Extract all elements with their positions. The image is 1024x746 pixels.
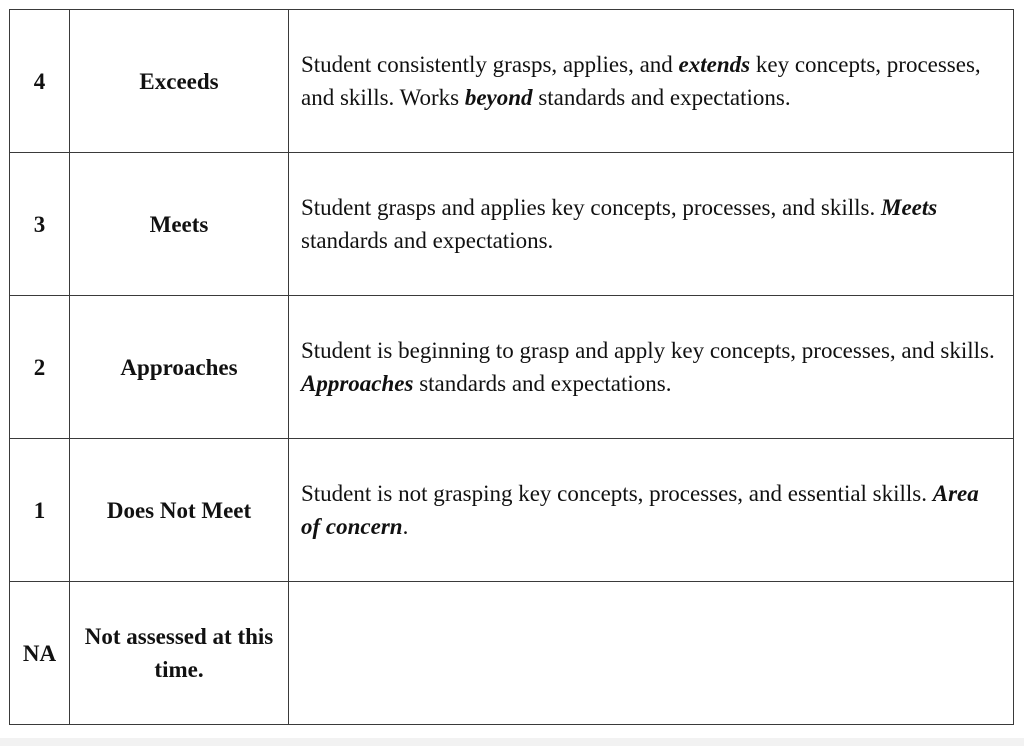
emphasis-text: extends <box>678 52 751 77</box>
description-text: key concepts, processes, and skills. Works <box>301 52 981 110</box>
description-text: Student consistently grasps, applies, and <box>301 52 679 77</box>
level-cell: Meets <box>70 153 289 296</box>
description-text: Student is not grasping key concepts, processes, and essential skills. <box>301 481 933 506</box>
score-cell: NA <box>10 582 70 725</box>
level-cell: Does Not Meet <box>70 439 289 582</box>
description-cell <box>289 439 1014 582</box>
score-cell: 1 <box>10 439 70 582</box>
score-cell: 3 <box>10 153 70 296</box>
rubric-row-1 <box>10 439 1014 582</box>
description-text: standards and expectations. <box>532 85 791 110</box>
rubric-row-4 <box>10 10 1014 153</box>
level-cell: Exceeds <box>70 10 289 153</box>
emphasis-text: Area of concern <box>301 481 979 539</box>
rubric-row-2 <box>10 296 1014 439</box>
level-cell: Not assessed at this time. <box>70 582 289 725</box>
description-cell-empty <box>289 582 1014 725</box>
score-cell: 2 <box>10 296 70 439</box>
description-text: Student grasps and applies key concepts, processes, and skills. <box>301 195 881 220</box>
level-cell: Approaches <box>70 296 289 439</box>
description-cell <box>289 153 1014 296</box>
rubric-row-na <box>10 582 1014 725</box>
description-cell <box>289 296 1014 439</box>
score-cell: 4 <box>10 10 70 153</box>
description-text: standards and expectations. <box>301 228 554 253</box>
emphasis-text: Approaches <box>301 371 414 396</box>
rubric-row-3 <box>10 153 1014 296</box>
description-text: Student is beginning to grasp and apply key concepts, processes, and skills. <box>301 338 995 363</box>
description-text: . <box>402 514 409 539</box>
emphasis-text: Meets <box>881 195 938 220</box>
emphasis-text: beyond <box>464 85 533 110</box>
description-text: standards and expectations. <box>413 371 672 396</box>
grading-rubric-table <box>9 9 1014 725</box>
description-cell <box>289 10 1014 153</box>
